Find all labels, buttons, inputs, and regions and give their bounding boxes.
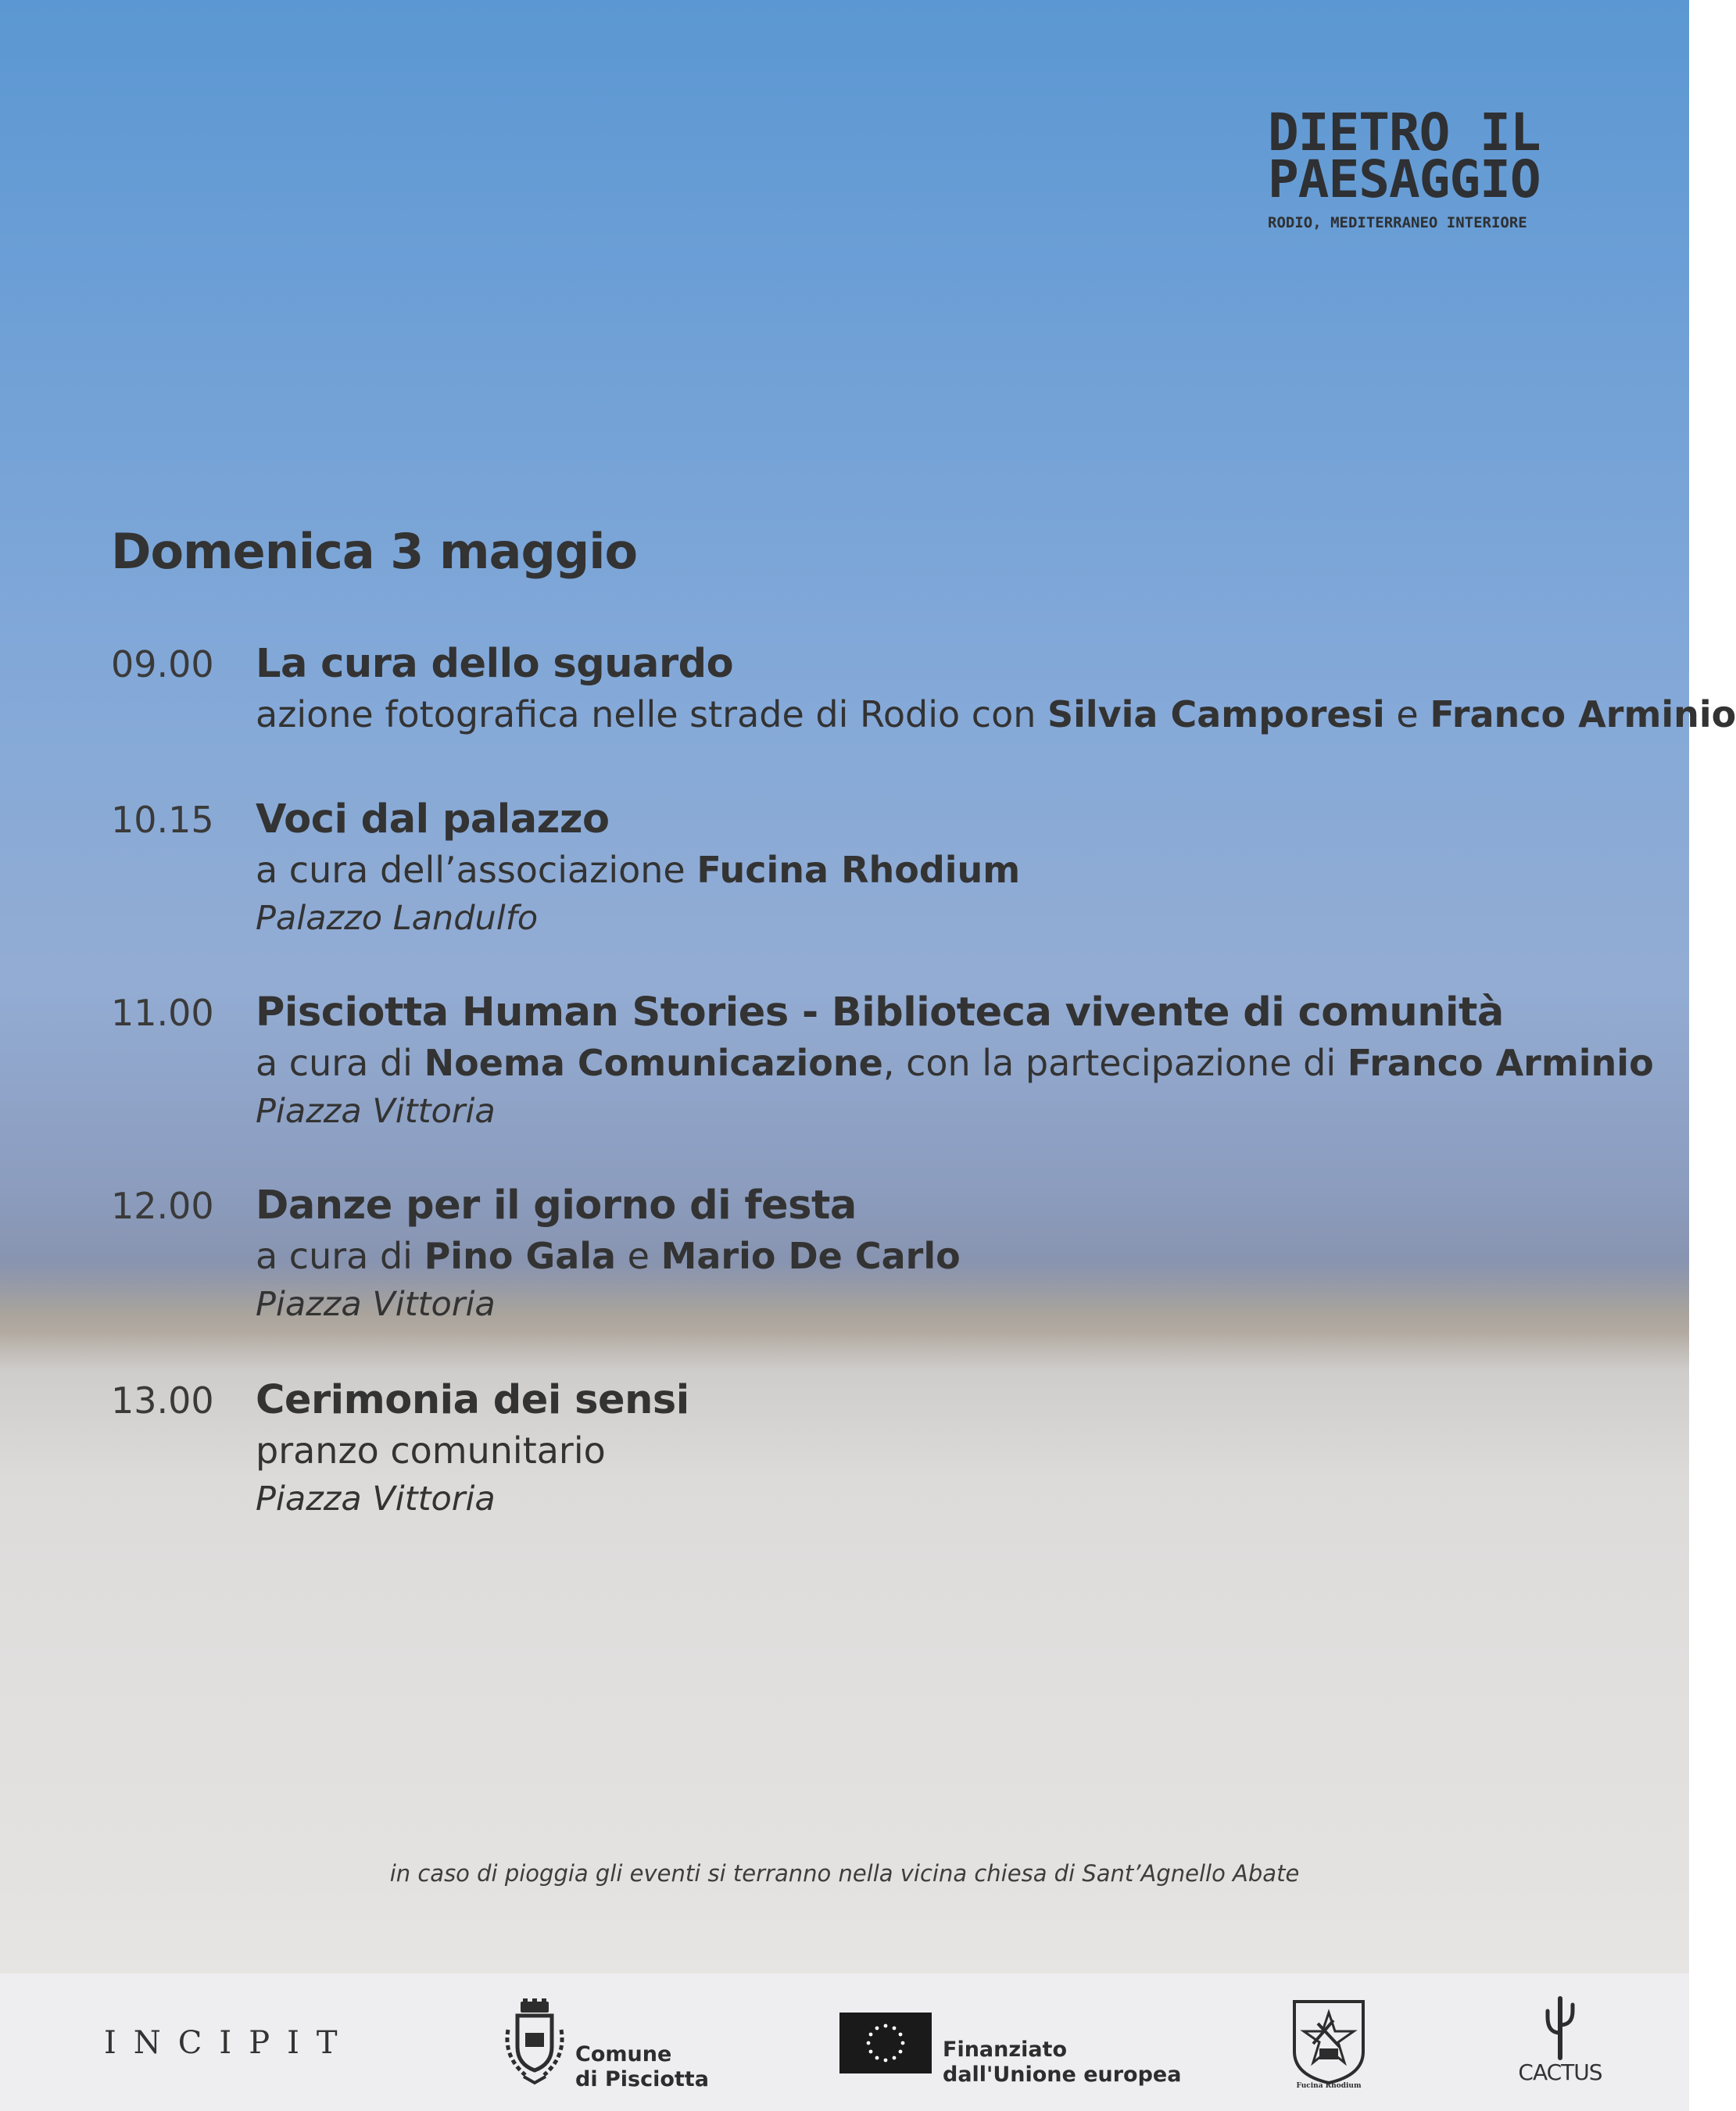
desc-text: a cura di [256, 1235, 424, 1277]
desc-text: e [616, 1235, 661, 1277]
desc-text: , con la partecipazione di [882, 1042, 1348, 1084]
desc-person: Franco Arminio [1430, 693, 1736, 735]
fucina-shield-icon [1290, 1997, 1368, 2089]
event-description [256, 845, 1686, 895]
desc-organizer: Fucina Rhodium [696, 849, 1021, 891]
rain-notice: in caso di pioggia gli eventi si terranno nella vicina chiesa di Sant’Agnello Abate [389, 1860, 1300, 1887]
desc-text: e [1384, 693, 1430, 735]
fucina-caption: Fucina Rhodium [1296, 2082, 1362, 2090]
event-time: 10.15 [111, 799, 214, 841]
event-time: 13.00 [111, 1379, 214, 1422]
desc-text: pranzo comunitario [256, 1429, 606, 1472]
event-title: Voci dal palazzo [256, 796, 610, 843]
event-description [256, 1038, 1686, 1088]
brand-subtitle: RODIO, MEDITERRANEO INTERIORE [1268, 214, 1527, 231]
brand-logo [1268, 102, 1596, 231]
desc-text: a cura dell’associazione [256, 849, 697, 891]
eu-line1: Finanziato [943, 2038, 1068, 2062]
desc-person: Silvia Camporesi [1047, 693, 1385, 735]
comune-line1: Comune [575, 2042, 672, 2066]
eu-line2: dall'Unione europea [943, 2063, 1182, 2087]
comune-line2: di Pisciotta [575, 2067, 709, 2091]
event-description [256, 689, 1736, 739]
event-title: Danze per il giorno di festa [256, 1183, 857, 1229]
event-title: Pisciotta Human Stories - Biblioteca vivente di comunità [256, 989, 1504, 1036]
desc-text: a cura di [256, 1042, 424, 1084]
desc-person: Mario De Carlo [660, 1235, 961, 1277]
desc-person: Pino Gala [424, 1235, 617, 1277]
event-description [256, 1231, 1686, 1281]
desc-text: azione fotografica nelle strade di Rodio con [256, 693, 1047, 735]
cactus-logo [1516, 1994, 1604, 2085]
brand-title-line1: DIETRO IL [1268, 102, 1541, 163]
eu-flag-icon [839, 2013, 932, 2073]
event-location: Piazza Vittoria [256, 1479, 496, 1519]
event-time: 11.00 [111, 992, 214, 1034]
sponsor-footer [0, 1973, 1689, 2111]
incipit-logo: INCIPIT [104, 2025, 355, 2061]
day-heading: Domenica 3 maggio [111, 523, 638, 580]
event-location: Piazza Vittoria [256, 1285, 496, 1324]
desc-person: Franco Arminio [1347, 1042, 1654, 1084]
event-title: La cura dello sguardo [256, 641, 734, 687]
desc-organizer: Noema Comunicazione [424, 1042, 883, 1084]
brand-title-line2: PAESAGGIO [1268, 149, 1541, 209]
event-time: 09.00 [111, 643, 214, 685]
fucina-rhodium-logo [1290, 1997, 1368, 2092]
event-location: Palazzo Landulfo [256, 899, 539, 938]
event-time: 12.00 [111, 1185, 214, 1227]
cactus-label: CACTUS [1518, 2059, 1602, 2085]
event-location: Piazza Vittoria [256, 1092, 496, 1131]
event-description [256, 1426, 1686, 1476]
event-title: Cerimonia dei sensi [256, 1377, 689, 1423]
cactus-icon [1537, 1994, 1584, 2059]
crest-icon [497, 1998, 572, 2086]
